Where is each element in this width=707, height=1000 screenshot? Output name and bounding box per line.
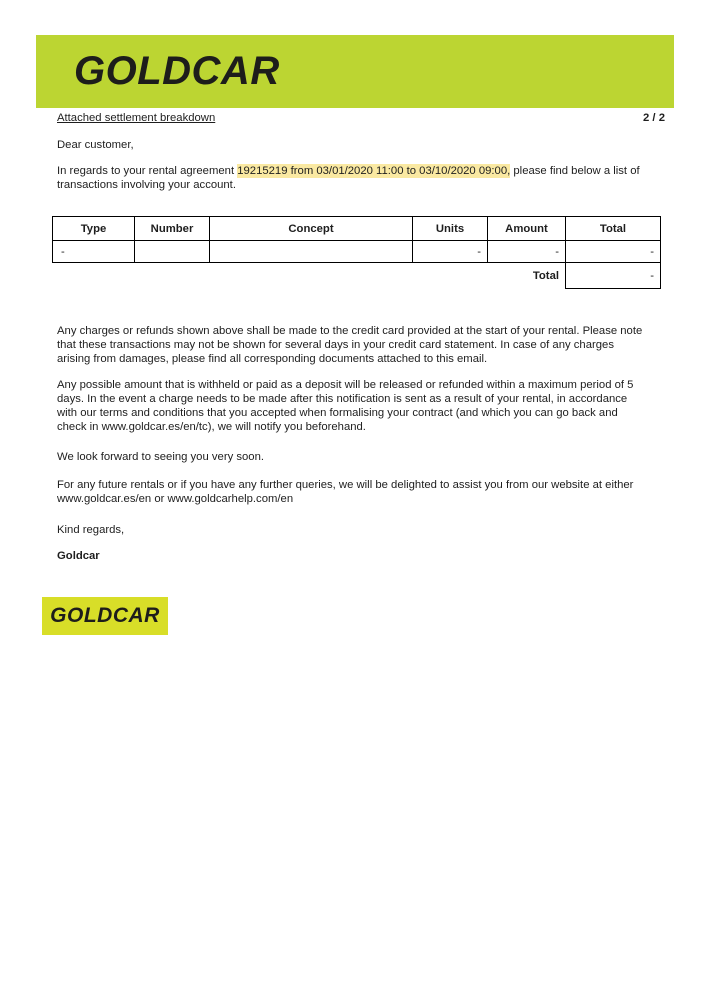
paragraph-see-you: We look forward to seeing you very soon. <box>57 451 265 463</box>
transactions-table <box>52 216 661 289</box>
footer-goldcar-logo-text: GOLDCAR <box>50 604 160 627</box>
intro-text-before: In regards to your rental agreement <box>57 165 238 177</box>
cell-concept <box>210 241 413 263</box>
paragraph-charges: Any charges or refunds shown above shall be made to the credit card provided at the start of your rental. Please note that these transactions may not be shown for several days in your credit card statement. In case of any charges arising from damages, please find all corresponding documents attached to this email. <box>57 325 643 365</box>
col-header-type: Type <box>53 217 135 241</box>
col-header-number: Number <box>135 217 210 241</box>
salutation: Dear customer, <box>57 139 134 151</box>
total-value: - <box>566 263 661 289</box>
page-indicator: 2 / 2 <box>643 112 665 124</box>
subheader-row <box>57 111 665 125</box>
agreement-highlight: 19215219 from 03/01/2020 11:00 to 03/10/2020 09:00, <box>237 165 511 177</box>
total-label: Total <box>532 269 559 282</box>
table-row <box>53 241 661 263</box>
cell-units: - <box>413 241 488 263</box>
col-header-amount: Amount <box>488 217 566 241</box>
col-header-concept: Concept <box>210 217 413 241</box>
brand-banner <box>36 35 674 108</box>
closing: Kind regards, <box>57 524 125 536</box>
intro-paragraph <box>57 164 647 192</box>
paragraph-future-rentals: For any future rentals or if you have any further queries, we will be delighted to assist you from our website at either www.goldcar.es/en or www.goldcarhelp.com/en <box>57 479 634 505</box>
cell-total: - <box>566 241 661 263</box>
table-header-row <box>53 217 661 241</box>
cell-amount: - <box>488 241 566 263</box>
intro-text-after: please find below a list of transactions involving your account. <box>57 165 640 191</box>
cell-type: - <box>53 241 135 263</box>
col-header-total: Total <box>566 217 661 241</box>
goldcar-logo: GOLDCAR <box>74 49 280 93</box>
col-header-units: Units <box>413 217 488 241</box>
table-total-row <box>53 263 661 289</box>
section-title: Attached settlement breakdown <box>57 112 216 124</box>
signature: Goldcar <box>57 550 100 562</box>
cell-number <box>135 241 210 263</box>
paragraph-deposit: Any possible amount that is withheld or paid as a deposit will be released or refunded within a maximum period of 5 days. In the event a charge needs to be made after this notification is sent as a result of your rental, in accordance with our terms and conditions that you accepted when formalising your contract (and which you can go back and check in www.goldcar.es/en/tc), we will notify you beforehand. <box>57 379 634 433</box>
footer-goldcar-logo <box>42 597 168 635</box>
